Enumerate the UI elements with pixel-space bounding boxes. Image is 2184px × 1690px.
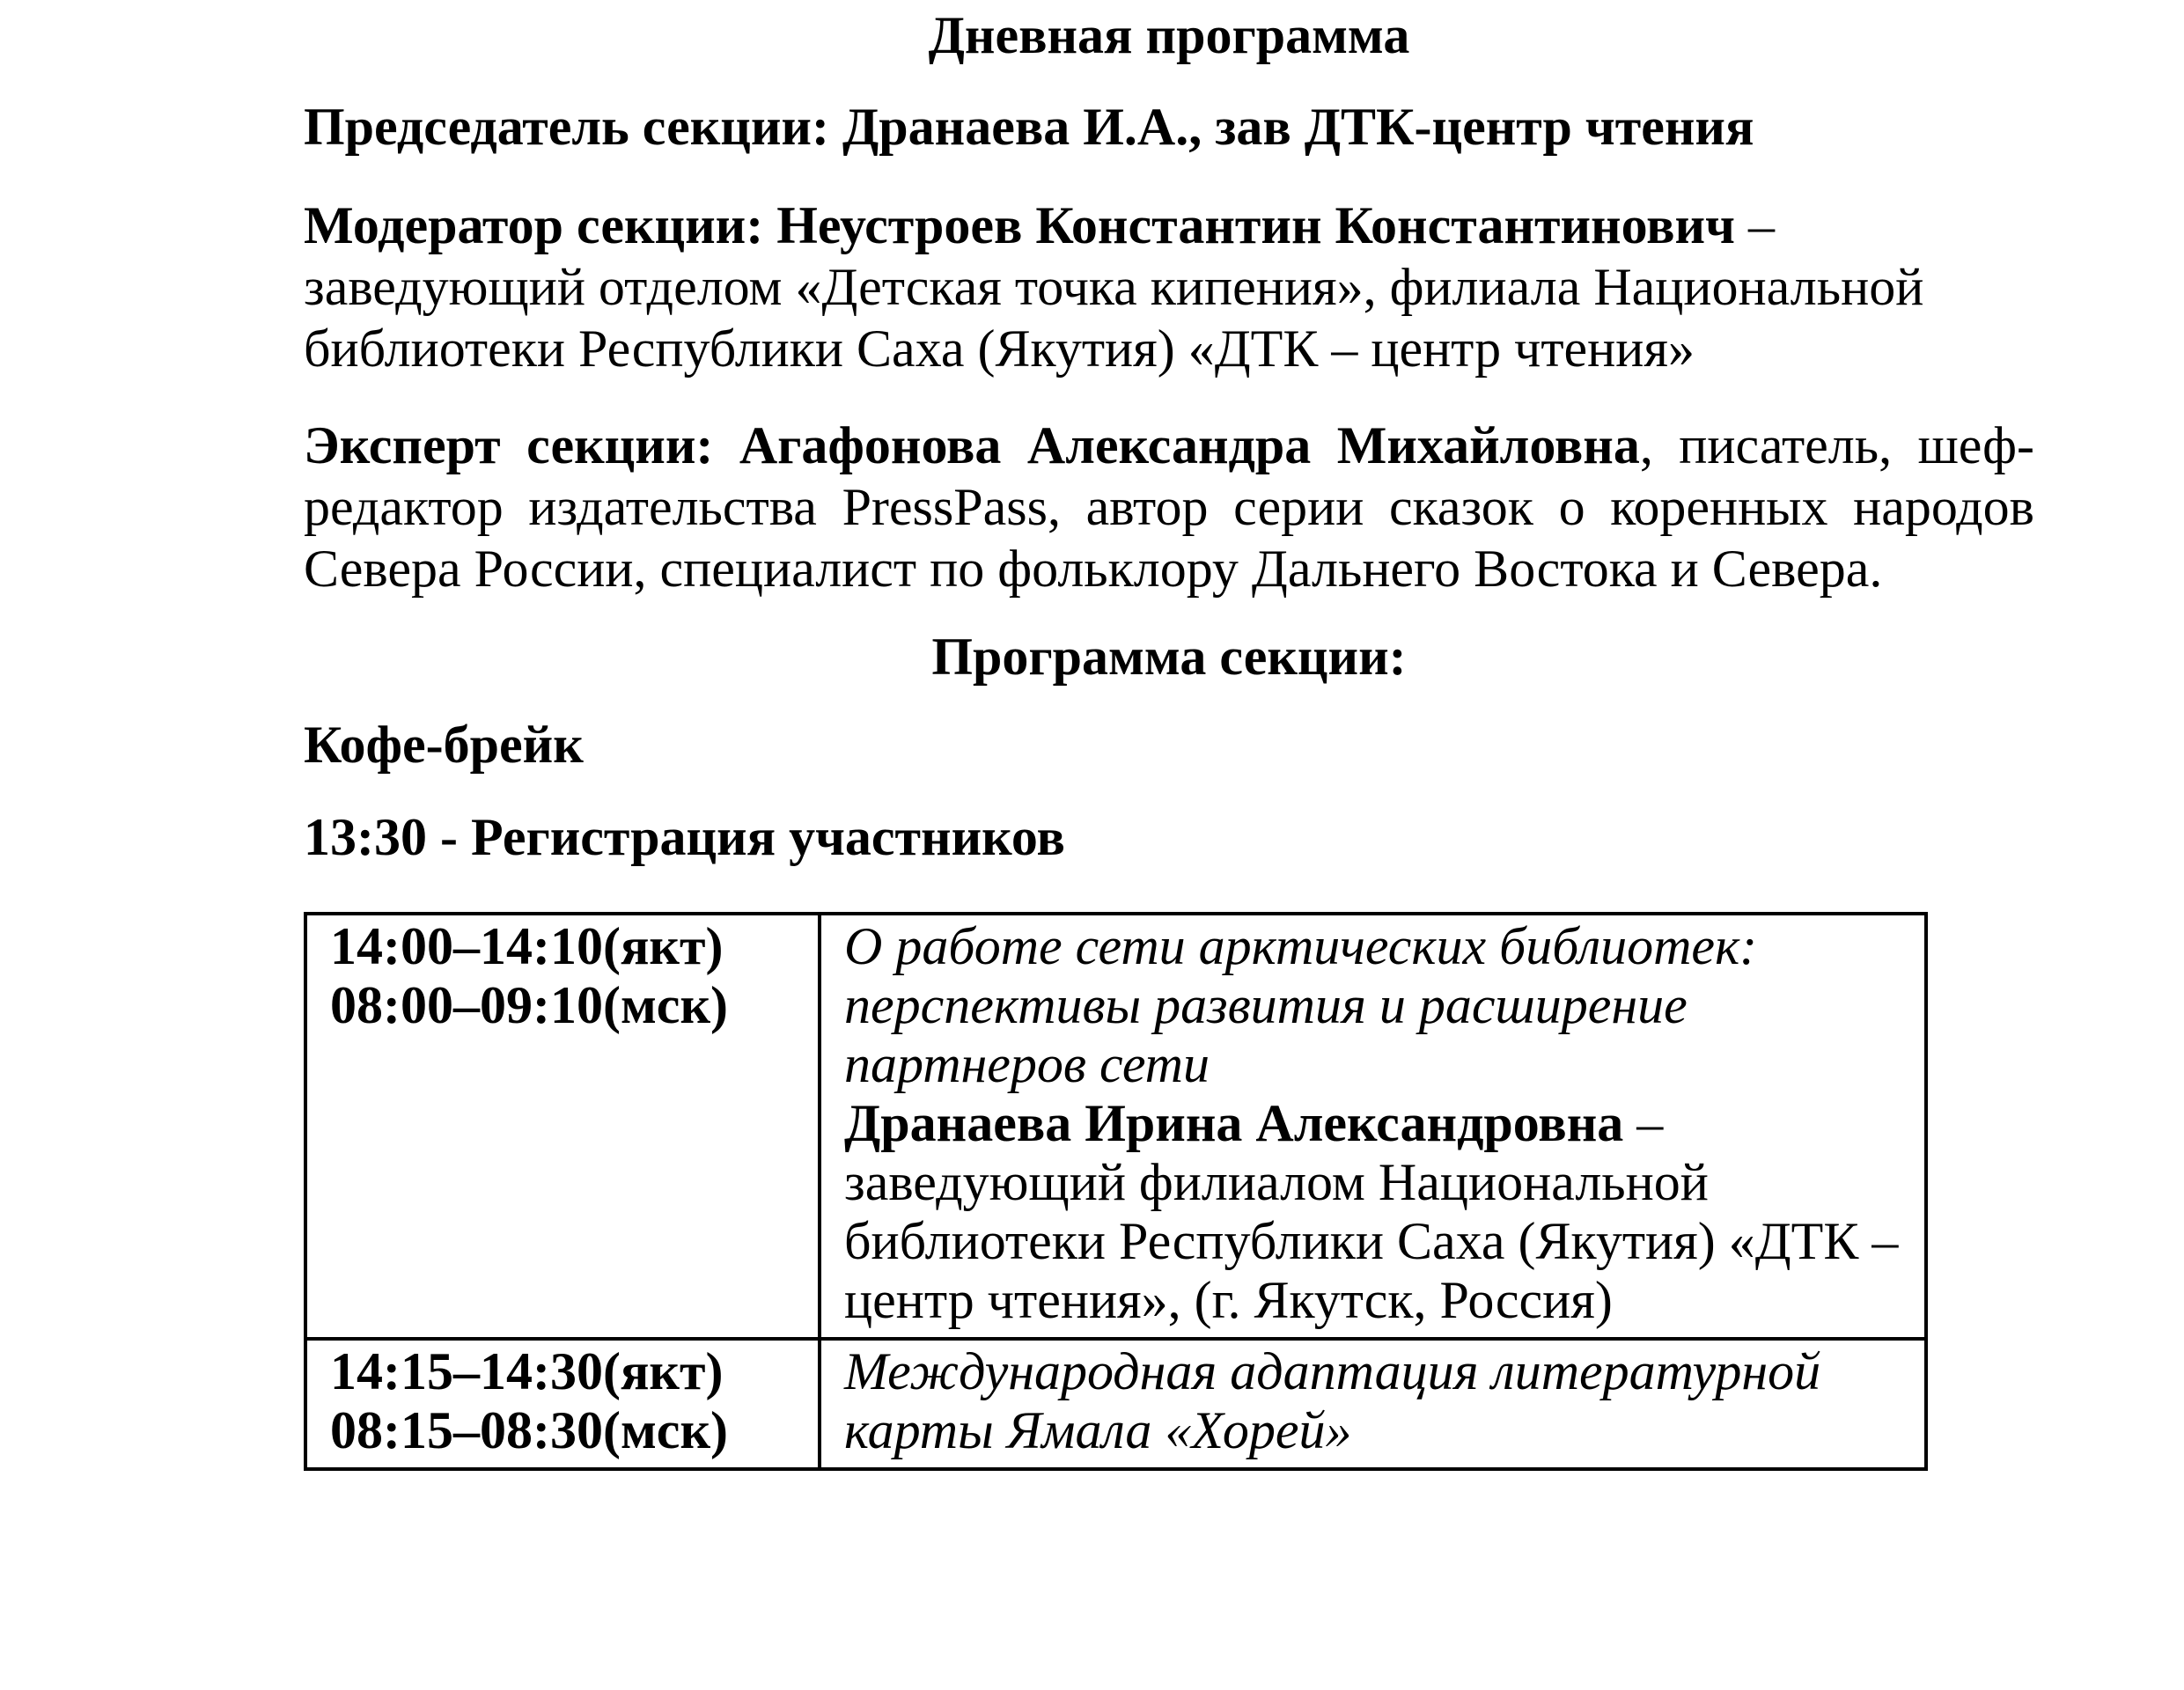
expert-paragraph: [304, 415, 2034, 599]
speaker-name: Дранаева Ирина Александровна: [844, 1094, 1624, 1152]
speaker-line: [844, 1094, 1903, 1330]
topic-title: Международная адаптация литературной карты Ямала «Хорей»: [844, 1342, 1821, 1459]
moderator-paragraph: [304, 195, 2034, 379]
page-title: Дневная программа: [928, 6, 1410, 64]
time-msk: 08:00–09:10(мск): [330, 976, 728, 1034]
table-row: [305, 914, 1926, 1339]
speaker-details: – заведующий филиалом Национальной библиотеки Республики Саха (Якутия) «ДТК – центр чтения», (г. Якутск, Россия): [844, 1094, 1899, 1329]
expert-regular-run: , писатель, шеф-редактор издательства PressPass, автор серии сказок о коренных народов Севера России, специалист по фольклору Дальнего Востока и Севера.: [304, 416, 2034, 598]
table-row: [305, 1339, 1926, 1469]
coffee-break-line: Кофе-брейк: [304, 716, 584, 774]
topic-title: О работе сети арктических библиотек: перспективы развития и расширение партнеров сети: [844, 917, 1758, 1093]
schedule-table: [304, 912, 1928, 1471]
registration-line: 13:30 - Регистрация участников: [304, 808, 1065, 866]
moderator-regular-run: – заведующий отделом «Детская точка кипения», филиала Национальной библиотеки Республики Саха (Якутия) «ДТК – центр чтения»: [304, 196, 1924, 378]
moderator-bold-run: Модератор секции: Неустроев Константин Константинович: [304, 196, 1735, 254]
chair-paragraph: Председатель секции: Дранаева И.А., зав ДТК-центр чтения: [304, 98, 1754, 156]
time-cell: [305, 1339, 820, 1469]
time-cell: [305, 914, 820, 1339]
time-local: 14:15–14:30(якт): [330, 1342, 724, 1400]
time-local: 14:00–14:10(якт): [330, 917, 724, 975]
expert-bold-run: Эксперт секции: Агафонова Александра Михайловна: [304, 416, 1640, 474]
time-msk: 08:15–08:30(мск): [330, 1401, 728, 1459]
topic-cell: [820, 914, 1926, 1339]
program-section-heading: Программа секции:: [931, 628, 1407, 686]
topic-cell: [820, 1339, 1926, 1469]
